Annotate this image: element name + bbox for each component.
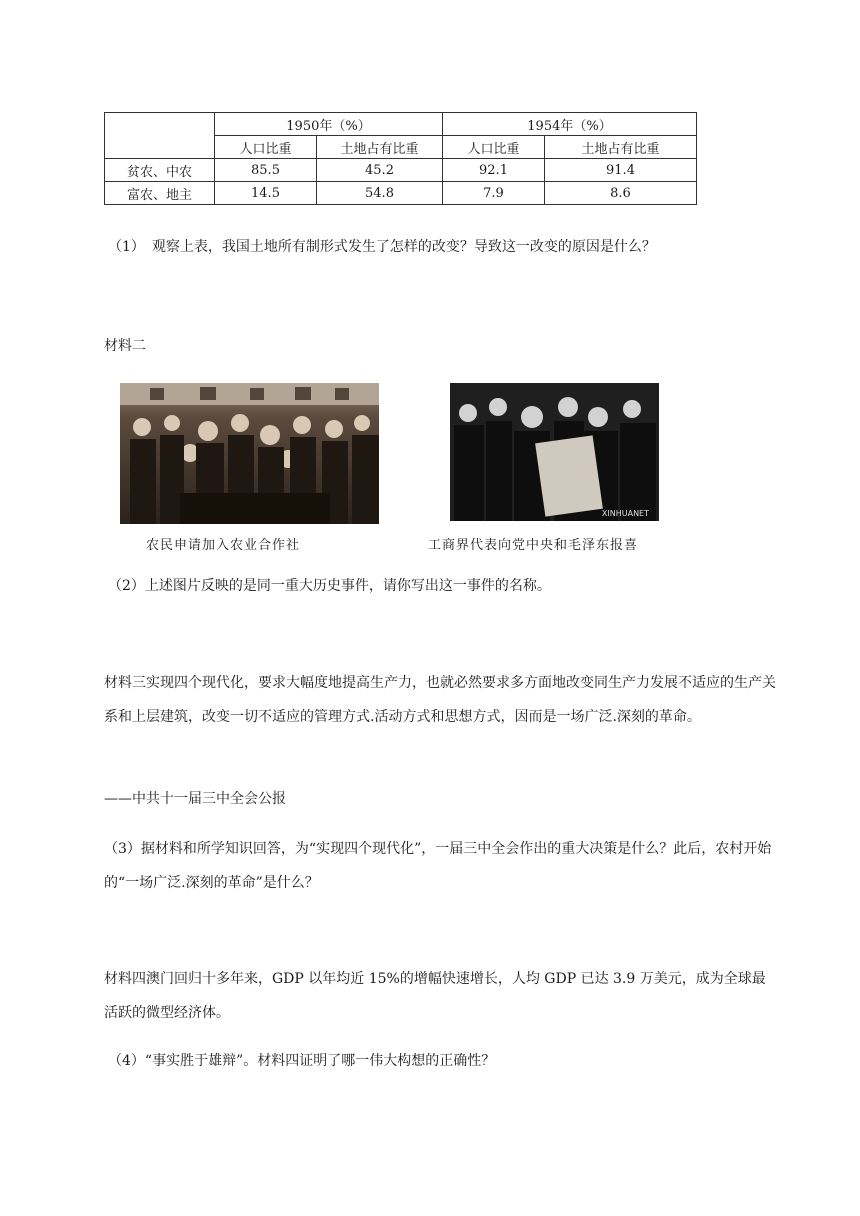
row-label: 富农、地主 (105, 182, 215, 205)
business-representatives-photo (450, 383, 659, 521)
table-cell: 14.5 (215, 182, 317, 205)
table-cell: 8.6 (545, 182, 697, 205)
table-cell: 54.8 (317, 182, 443, 205)
table-cell: 45.2 (317, 159, 443, 182)
material-3-text: 材料三实现四个现代化，要求大幅度地提高生产力，也就必然要求多方面地改变同生产力发展不适应的生产关系和上层建筑，改变一切不适应的管理方式.活动方式和思想方式，因而是一场广泛.深刻的革命。 (104, 675, 776, 725)
caption-left: 农民申请加入农业合作社 (146, 538, 301, 553)
question-1: （1） 观察上表，我国土地所有制形式发生了怎样的改变？导致这一改变的原因是什么？ (108, 239, 656, 255)
land-ownership-table (104, 112, 697, 205)
row-label: 贫农、中农 (105, 159, 215, 182)
question-4: （4）“事实胜于雄辩”。材料四证明了哪一伟大构想的正确性？ (108, 1053, 496, 1069)
sub-header: 人口比重 (215, 136, 317, 159)
table-row (105, 159, 697, 182)
cooperative-photo (120, 383, 379, 524)
question-2: （2）上述图片反映的是同一重大历史事件，请你写出这一事件的名称。 (108, 578, 551, 594)
sub-header: 人口比重 (443, 136, 545, 159)
watermark-text: XINHUANET (601, 509, 649, 518)
material-4-text: 材料四澳门回归十多年来，GDP 以年均近 15%的增幅快速增长，人均 GDP 已达 3.9 万美元，成为全球最活跃的微型经济体。 (104, 971, 766, 1021)
sub-header: 土地占有比重 (545, 136, 697, 159)
table-row (105, 182, 697, 205)
material-3-source: ——中共十一届三中全会公报 (104, 791, 286, 807)
table-cell: 7.9 (443, 182, 545, 205)
question-3: （3）据材料和所学知识回答，为“实现四个现代化”，一届三中全会作出的重大决策是什么？此后，农村开始的“一场广泛.深刻的革命”是什么？ (104, 841, 772, 891)
table-corner-cell (105, 113, 215, 159)
header-1954: 1954年（%） (443, 113, 697, 136)
material-2-title: 材料二 (104, 338, 146, 354)
table-cell: 85.5 (215, 159, 317, 182)
header-1950: 1950年（%） (215, 113, 443, 136)
table-cell: 92.1 (443, 159, 545, 182)
sub-header: 土地占有比重 (317, 136, 443, 159)
caption-right: 工商界代表向党中央和毛泽东报喜 (428, 538, 639, 553)
table-cell: 91.4 (545, 159, 697, 182)
